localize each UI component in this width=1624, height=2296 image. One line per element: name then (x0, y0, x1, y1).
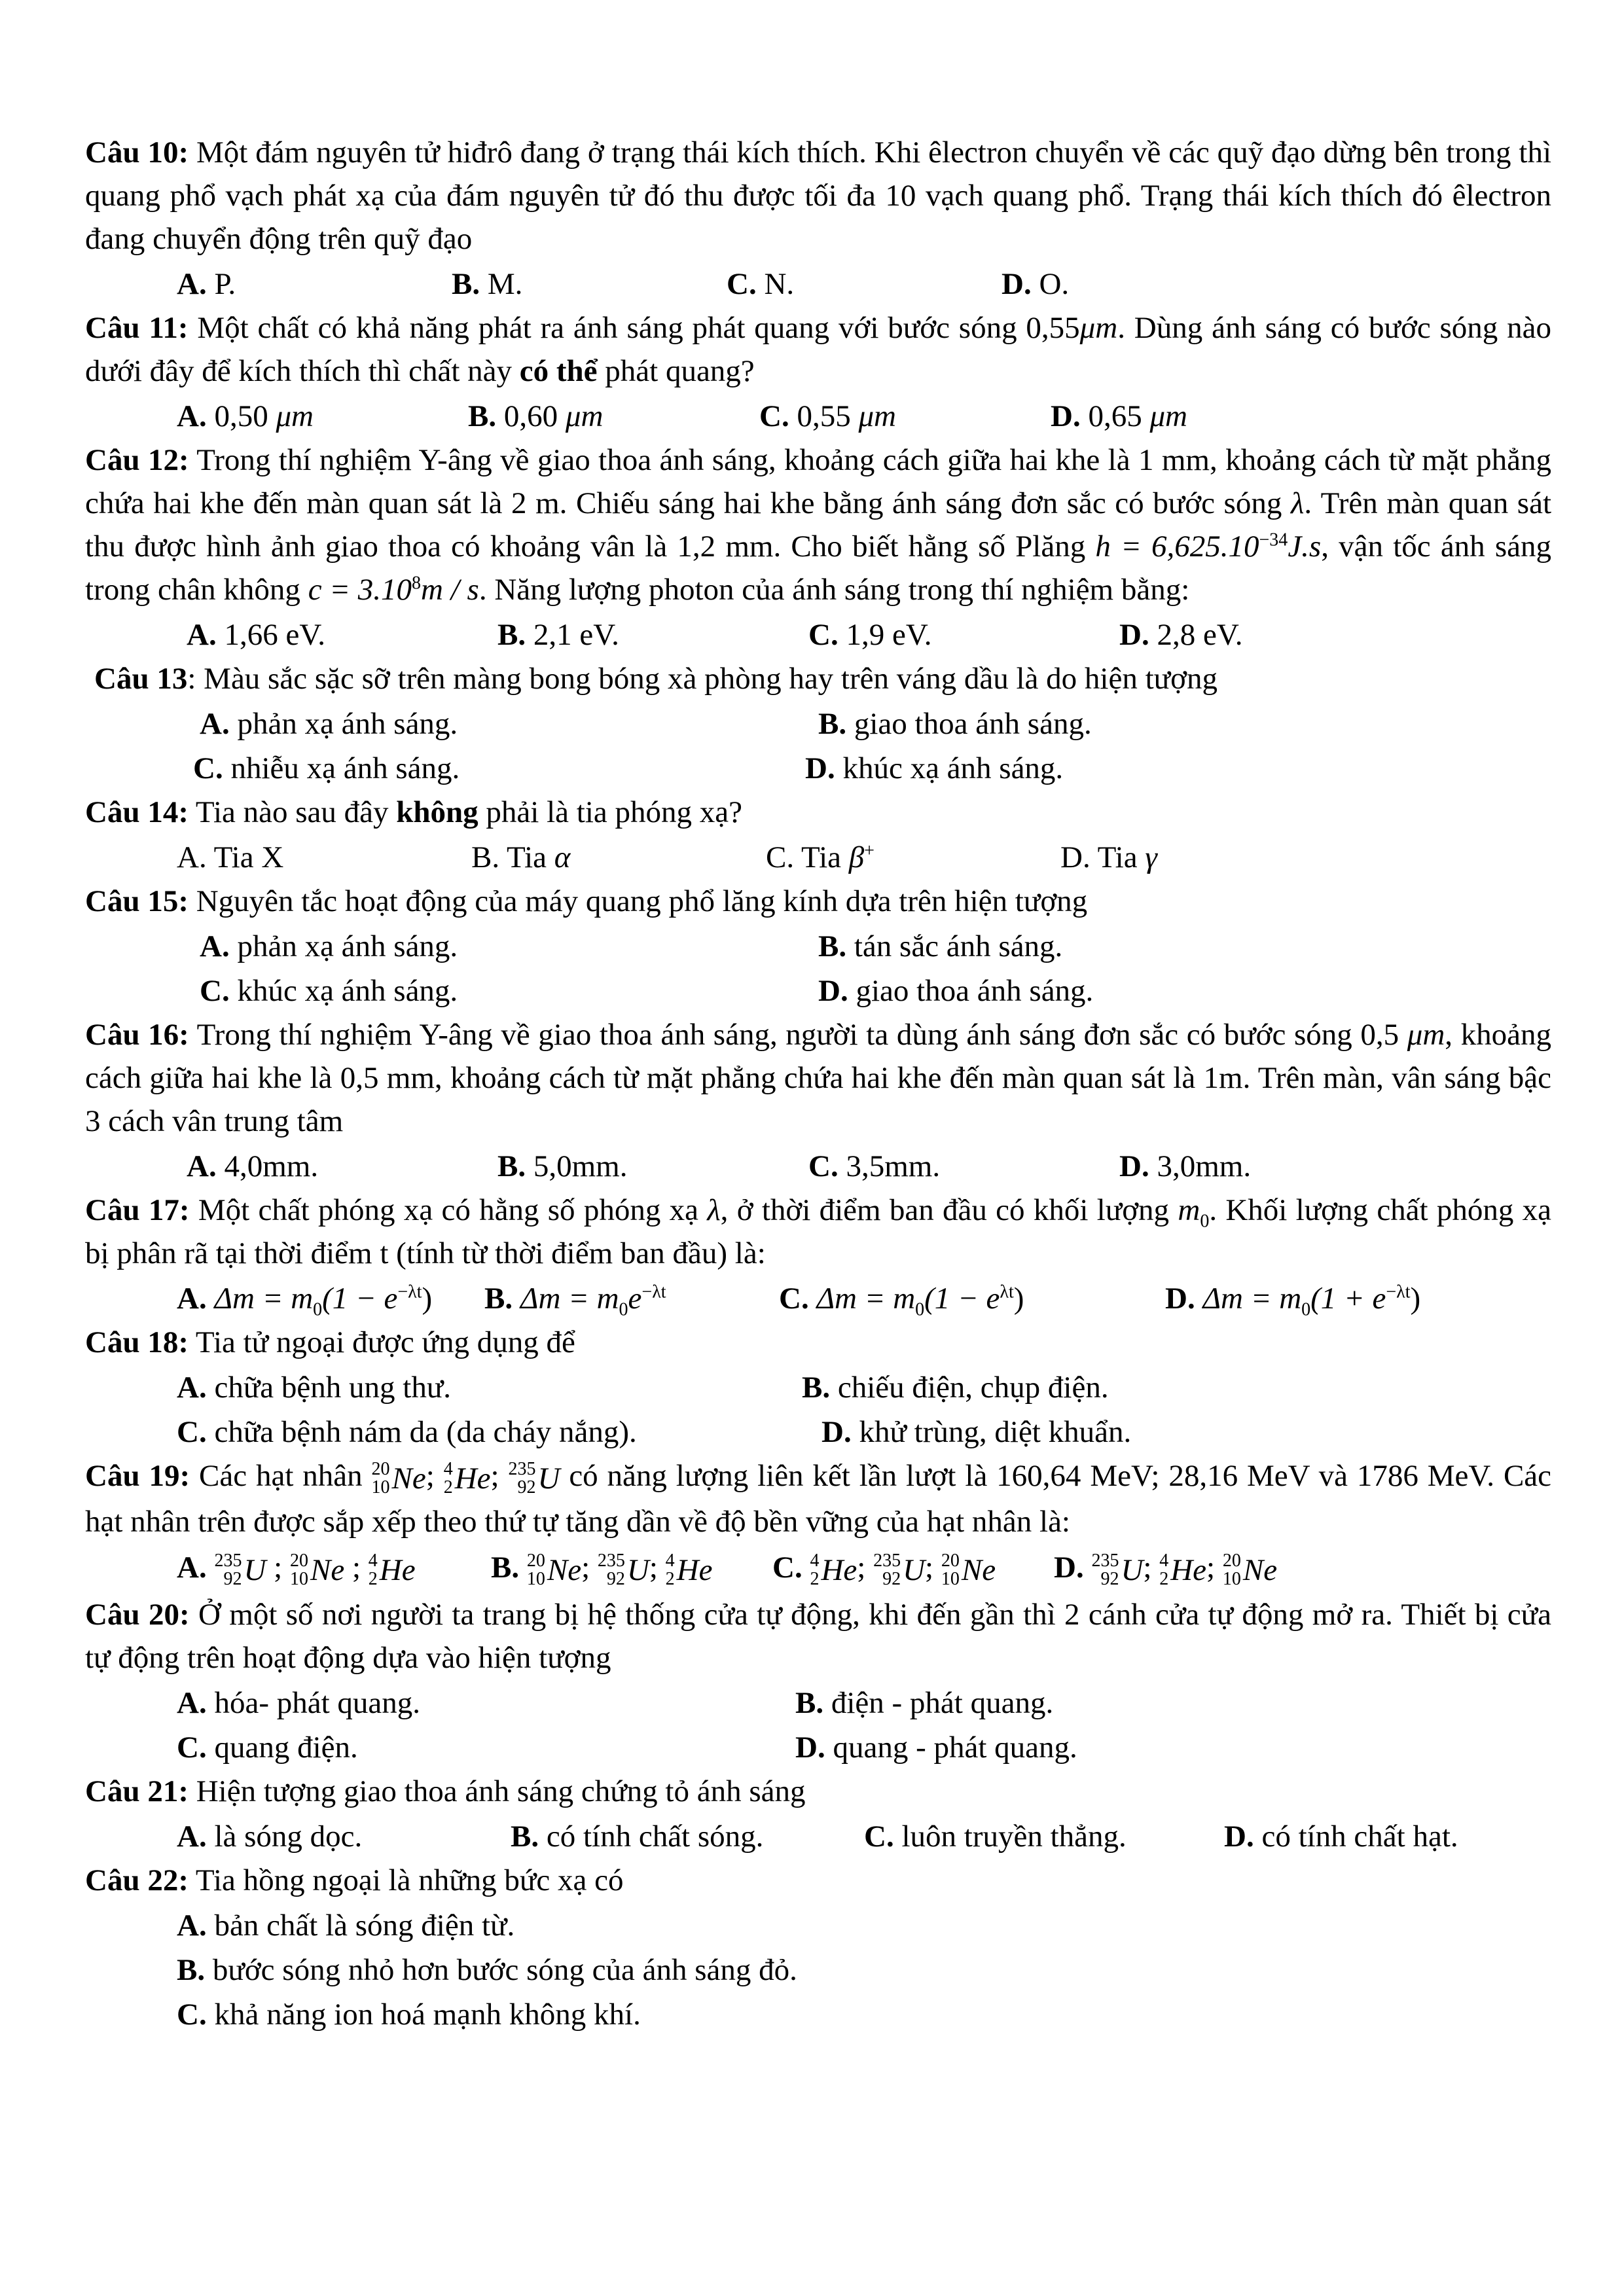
options-row (85, 613, 1551, 657)
option-b: B. chiếu điện, chụp điện. (802, 1371, 1109, 1405)
option-c: C. 0,55 μm (759, 399, 896, 433)
question-label: Câu 13 (94, 662, 188, 696)
option-c: C. $\Delta m = m_0(1 - e^{\lambda t})$ (779, 1282, 1024, 1320)
options-row (85, 1144, 1551, 1189)
option-d: D. khử trùng, diệt khuẩn. (821, 1415, 1132, 1449)
question-label: Câu 16: (85, 1018, 189, 1052)
option-c: C. khả năng ion hoá mạnh không khí. (177, 1998, 641, 2032)
option-d: D. $\Delta m = m_0(1 + e^{-\lambda t})$ (1165, 1282, 1421, 1320)
option-d: D. 235 92 U ; 4 2 He ; 20 10 Ne (1054, 1551, 1278, 1590)
options-row (85, 1410, 1551, 1454)
option-a: A. hóa- phát quang. (177, 1686, 420, 1721)
option-c: C. 4 2 He ; 235 92 U ; 20 10 Ne (772, 1551, 996, 1590)
option-c: C. nhiễu xạ ánh sáng. (193, 751, 460, 785)
option-d: D. 0,65 μm (1051, 399, 1187, 433)
option-d: D. Tia γ (1060, 840, 1157, 874)
option-a: A. chữa bệnh ung thư. (177, 1371, 452, 1405)
question-12: Câu 12: Trong thí nghiệm Y-âng về giao thoa ánh sáng, khoảng cách giữa hai khe là 1 mm, khoảng cách từ mặt phẳng chứa hai khe đến màn quan sát là 2 m. Chiếu sáng hai khe bằng ánh sáng đơn sắc có bước sóng λ. Trên màn quan sát thu được hình ảnh giao thoa có khoảng vân là 1,2 mm. Cho biết hằng số Plăng $h = 6,625.10^{-34}J.s$, vận tốc ánh sáng trong chân không $c = 3.10^8m / s$. Năng lượng photon của ánh sáng trong thí nghiệm bằng: (85, 443, 1552, 607)
options-row (85, 702, 1551, 746)
option-a: A. bản chất là sóng điện từ. (177, 1909, 515, 1943)
option-c: C. luôn truyền thẳng. (864, 1820, 1127, 1854)
option-b: B. giao thoa ánh sáng. (818, 707, 1092, 741)
option-c: C. quang điện. (177, 1731, 358, 1765)
option-b: B. $\Delta m = m_0e^{-\lambda t}$ (484, 1282, 666, 1320)
option-b: B. 0,60 μm (468, 399, 604, 433)
option-c: C. chữa bệnh nám da (da cháy nắng). (177, 1415, 637, 1449)
option-a: A. 4,0mm. (187, 1149, 319, 1183)
options-row (85, 1903, 1551, 1948)
option-b: B. bước sóng nhỏ hơn bước sóng của ánh sáng đỏ. (177, 1953, 797, 1988)
question-label: Câu 11: (85, 311, 189, 345)
option-a: A. phản xạ ánh sáng. (200, 929, 458, 963)
options-row (85, 924, 1551, 969)
option-b: B. 5,0mm. (497, 1149, 628, 1183)
option-c: C. khúc xạ ánh sáng. (200, 974, 458, 1008)
question-18: Câu 18: Tia tử ngoại được ứng dụng để (85, 1325, 575, 1359)
question-text: Một đám nguyên tử hiđrô đang ở trạng thái kích thích. Khi êlectron chuyển về các quỹ đạo dừng bên trong thì quang phổ vạch phát xạ của đám nguyên tử đó thu được tối đa 10 vạch quang phổ. Trạng thái kích thích đó êlectron đang chuyển động trên quỹ đạo (85, 135, 1552, 256)
option-d: D. khúc xạ ánh sáng. (805, 751, 1064, 785)
option-a: A. 235 92 U ; 20 10 Ne ; 4 2 He (177, 1551, 416, 1590)
exam-page (85, 131, 1551, 2037)
option-d: D. giao thoa ánh sáng. (818, 974, 1094, 1008)
option-c: C. Tia β+ (766, 840, 875, 874)
question-label: Câu 10: (85, 135, 189, 170)
question-10 (85, 131, 1551, 260)
option-a: A. 1,66 eV. (187, 618, 325, 652)
option-b: B. 20 10 Ne ; 235 92 U ; 4 2 He (491, 1551, 713, 1590)
question-20: Câu 20: Ở một số nơi người ta trang bị hệ thống cửa tự động, khi đến gần thì 2 cánh cửa tự động mở ra. Thiết bị cửa tự động trên hoạt động dựa vào hiện tượng (85, 1598, 1551, 1676)
options-row (85, 1992, 1551, 2037)
question-11: Câu 11: Một chất có khả năng phát ra ánh sáng phát quang với bước sóng 0,55μm. Dùng ánh sáng có bước sóng nào dưới đây để kích thích thì chất này có thể phát quang? (85, 311, 1552, 388)
option-b: B. Tia α (471, 840, 571, 874)
options-row (85, 1365, 1551, 1410)
options-row (85, 835, 1551, 880)
question-16: Câu 16: Trong thí nghiệm Y-âng về giao thoa ánh sáng, người ta dùng ánh sáng đơn sắc có bước sóng 0,5 μm, khoảng cách giữa hai khe là 0,5 mm, khoảng cách từ mặt phẳng chứa hai khe đến màn quan sát là 1m. Trên màn, vân sáng bậc 3 cách vân trung tâm (85, 1018, 1551, 1138)
options-row (85, 1681, 1551, 1725)
nucleus-he: 4 2 He (443, 1459, 491, 1498)
option-b: B. có tính chất sóng. (511, 1820, 764, 1854)
option-d: D. 3,0mm. (1119, 1149, 1252, 1183)
options-row (85, 969, 1551, 1013)
question-label: Câu 21: (85, 1774, 189, 1809)
option-b: B. M. (452, 267, 523, 301)
question-15: Câu 15: Nguyên tắc hoạt động của máy quang phổ lăng kính dựa trên hiện tượng (85, 884, 1088, 918)
question-label: Câu 12: (85, 443, 189, 477)
question-13: Câu 13: Màu sắc sặc sỡ trên màng bong bóng xà phòng hay trên váng dầu là do hiện tượng (94, 662, 1218, 696)
options-row (85, 1948, 1551, 1992)
option-a: A. $\Delta m = m_0(1 - e^{-\lambda t})$ (177, 1282, 433, 1320)
question-label: Câu 22: (85, 1863, 189, 1898)
question-22: Câu 22: Tia hồng ngoại là những bức xạ có (85, 1863, 624, 1898)
question-label: Câu 20: (85, 1598, 190, 1632)
option-b: B. tán sắc ánh sáng. (818, 929, 1063, 963)
question-label: Câu 14: (85, 795, 189, 829)
option-d: D. O. (1001, 267, 1070, 301)
option-c: C. 1,9 eV. (808, 618, 932, 652)
option-d: D. 2,8 eV. (1119, 618, 1243, 652)
option-a: A. Tia X (177, 840, 284, 874)
nucleus-u: 235 92 U (508, 1459, 560, 1498)
question-14: Câu 14: Tia nào sau đây không phải là tia phóng xạ? (85, 795, 742, 829)
option-a: A. là sóng dọc. (177, 1820, 363, 1854)
nucleus-ne: 20 10 Ne (371, 1459, 426, 1498)
option-c: C. N. (727, 267, 795, 301)
option-d: D. quang - phát quang. (795, 1731, 1077, 1765)
option-a: A. P. (177, 267, 236, 301)
options-row (85, 1814, 1551, 1859)
question-21: Câu 21: Hiện tượng giao thoa ánh sáng chứng tỏ ánh sáng (85, 1774, 806, 1809)
question-label: Câu 15: (85, 884, 189, 918)
option-a: A. phản xạ ánh sáng. (200, 707, 458, 741)
question-17: Câu 17: Một chất phóng xạ có hằng số phóng xạ λ, ở thời điểm ban đầu có khối lượng $m_0$. Khối lượng chất phóng xạ bị phân rã tại thời điểm t (tính từ thời điểm ban đầu) là: (85, 1193, 1552, 1270)
question-label: Câu 19: (85, 1459, 190, 1493)
question-label: Câu 17: (85, 1193, 190, 1227)
options-row (85, 262, 1551, 306)
option-d: D. có tính chất hạt. (1224, 1820, 1458, 1854)
options-row (85, 1725, 1551, 1770)
option-c: C. 3,5mm. (808, 1149, 941, 1183)
question-19: Câu 19: Các hạt nhân 20 10 Ne ; 4 2 He ; 235 92 U có năng lượng liên kết lần lượt là 160,64 MeV; 28,16 MeV và 1786 MeV. Các hạt nhân trên được sắp xếp theo thứ tự tăng dần về độ bền vững của hạt nhân là: (85, 1454, 1551, 1543)
options-row (85, 394, 1551, 439)
question-label: Câu 18: (85, 1325, 189, 1359)
option-b: B. 2,1 eV. (497, 618, 619, 652)
options-row (85, 1276, 1551, 1321)
options-row (85, 1545, 1551, 1593)
option-a: A. 0,50 μm (177, 399, 314, 433)
options-row (85, 746, 1551, 791)
option-b: B. điện - phát quang. (795, 1686, 1054, 1721)
